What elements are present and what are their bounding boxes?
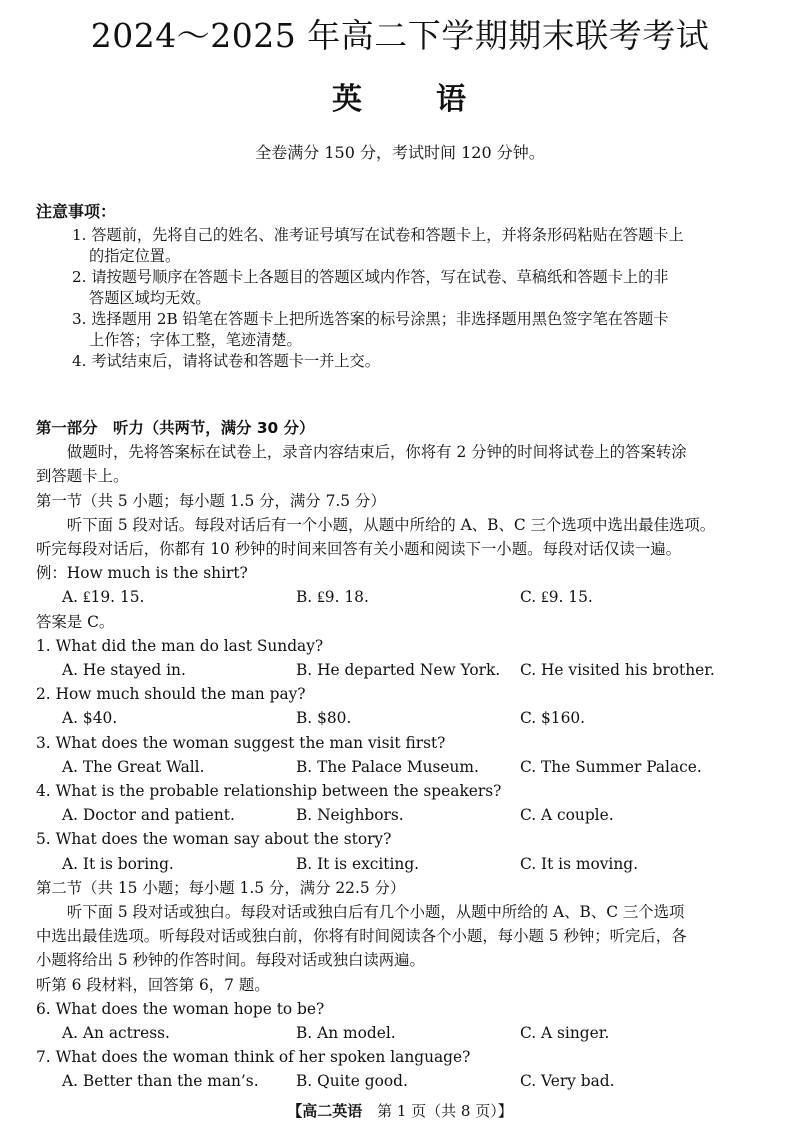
- q7-option-c: C. Very bad.: [520, 1072, 615, 1091]
- section2-instr-line1: 听下面 5 段对话或独白。每段对话或独白后有几个小题，从题中所给的 A、B、C 三个选项: [66, 903, 685, 922]
- notice-section: [36, 200, 770, 371]
- q3-option-c: C. The Summer Palace.: [520, 757, 702, 776]
- notice-item-2-line1: 2. 请按题号顺序在答题卡上各题目的答题区域内作答，写在试卷、草稿纸和答题卡上的非: [72, 268, 669, 286]
- example-options: [36, 585, 770, 609]
- q1-option-c: C. He visited his brother.: [520, 661, 715, 680]
- part1-intro-line1: 做题时，先将答案标在试卷上，录音内容结束后，你将有 2 分钟的时间将试卷上的答案转涂: [66, 443, 687, 462]
- q4-option-a: A. Doctor and patient.: [62, 806, 235, 825]
- q5-option-b: B. It is exciting.: [296, 854, 420, 873]
- question-6: 6. What does the woman hope to be?: [36, 999, 325, 1018]
- material-6-instruction: 听第 6 段材料，回答第 6，7 题。: [36, 975, 270, 994]
- q7-option-b: B. Quite good.: [296, 1072, 408, 1091]
- question-2: 2. How much should the man pay?: [36, 685, 306, 704]
- exam-title: 2024～2025 年高二下学期期末联考考试: [90, 16, 710, 55]
- subject-char-1: 英: [332, 82, 364, 117]
- question-5: 5. What does the woman say about the story?: [36, 830, 392, 849]
- q6-option-a: A. An actress.: [62, 1024, 170, 1043]
- footer-label: 【高二英语: [287, 1102, 363, 1120]
- example-option-a: A. ₤19. 15.: [62, 588, 145, 607]
- notice-item-3-line1: 3. 选择题用 2B 铅笔在答题卡上把所选答案的标号涂黑；非选择题用黑色签字笔在答题卡: [72, 310, 669, 328]
- q5-option-c: C. It is moving.: [520, 854, 639, 873]
- q2-option-a: A. $40.: [62, 709, 118, 728]
- notice-item-4-line1: 4. 考试结束后，请将试卷和答题卡一并上交。: [72, 352, 380, 370]
- q1-option-a: A. He stayed in.: [62, 661, 186, 680]
- notice-item-2-line2: 答题区域均无效。: [89, 289, 211, 307]
- section2-instr-line3: 小题将给出 5 秒钟的作答时间。每段对话或独白读两遍。: [36, 951, 425, 970]
- notice-list: [36, 224, 770, 371]
- question-6-options: [36, 1021, 770, 1045]
- q6-option-c: C. A singer.: [520, 1024, 610, 1043]
- subject-title: [0, 80, 800, 120]
- notice-item-1-line2: 的指定位置。: [89, 247, 181, 265]
- q4-option-c: C. A couple.: [520, 806, 614, 825]
- q1-option-b: B. He departed New York.: [296, 661, 501, 680]
- question-1-options: [36, 658, 770, 682]
- q7-option-a: A. Better than the man’s.: [62, 1072, 259, 1091]
- notice-heading: 注意事项：: [36, 202, 117, 221]
- section2-heading: 第二节（共 15 小题；每小题 1.5 分，满分 22.5 分）: [36, 878, 406, 897]
- question-7-options: [36, 1069, 770, 1093]
- question-3: 3. What does the woman suggest the man visit first?: [36, 733, 446, 752]
- section2-instr-line2: 中选出最佳选项。听每段对话或独白前，你将有时间阅读各个小题，每小题 5 秒钟；听完后，各: [36, 927, 687, 946]
- q6-option-b: B. An model.: [296, 1024, 396, 1043]
- part1-heading: 第一部分 听力（共两节，满分 30 分）: [36, 419, 315, 437]
- q5-option-a: A. It is boring.: [62, 854, 174, 873]
- part1-intro-line2: 到答题卡上。: [36, 467, 129, 486]
- q2-option-c: C. $160.: [520, 709, 586, 728]
- section1-instr-line1: 听下面 5 段对话。每段对话后有一个小题，从题中所给的 A、B、C 三个选项中选出最佳选项。: [66, 515, 716, 534]
- example-option-c: C. ₤9. 15.: [520, 588, 593, 607]
- question-4: 4. What is the probable relationship between the speakers?: [36, 782, 502, 801]
- notice-item-1-line1: 1. 答题前，先将自己的姓名、准考证号填写在试卷和答题卡上，并将条形码粘贴在答题卡上: [72, 226, 684, 244]
- example-question: 例：How much is the shirt?: [36, 564, 248, 583]
- question-5-options: [36, 852, 770, 876]
- question-4-options: [36, 803, 770, 827]
- q2-option-b: B. $80.: [296, 709, 352, 728]
- notice-item-3-line2: 上作答；字体工整，笔迹清楚。: [89, 331, 302, 349]
- question-3-options: [36, 755, 770, 779]
- score-time-line: 全卷满分 150 分，考试时间 120 分钟。: [255, 143, 545, 162]
- section1-instr-line2: 听完每段对话后，你都有 10 秒钟的时间来回答有关小题和阅读下一小题。每段对话仅读一遍。: [36, 540, 681, 559]
- page-footer: [0, 1099, 800, 1123]
- example-answer: 答案是 C。: [36, 612, 115, 631]
- q3-option-a: A. The Great Wall.: [62, 757, 205, 776]
- q4-option-b: B. Neighbors.: [296, 806, 404, 825]
- question-2-options: [36, 706, 770, 730]
- part1-listening: [36, 416, 770, 1094]
- question-7: 7. What does the woman think of her spoken language?: [36, 1048, 471, 1067]
- example-option-b: B. ₤9. 18.: [296, 588, 369, 607]
- footer-page-number: 第 1 页（共 8 页）】: [377, 1102, 513, 1120]
- subject-char-2: 语: [436, 82, 468, 117]
- question-1: 1. What did the man do last Sunday?: [36, 636, 324, 655]
- q3-option-b: B. The Palace Museum.: [296, 757, 479, 776]
- section1-heading: 第一节（共 5 小题；每小题 1.5 分，满分 7.5 分）: [36, 491, 386, 510]
